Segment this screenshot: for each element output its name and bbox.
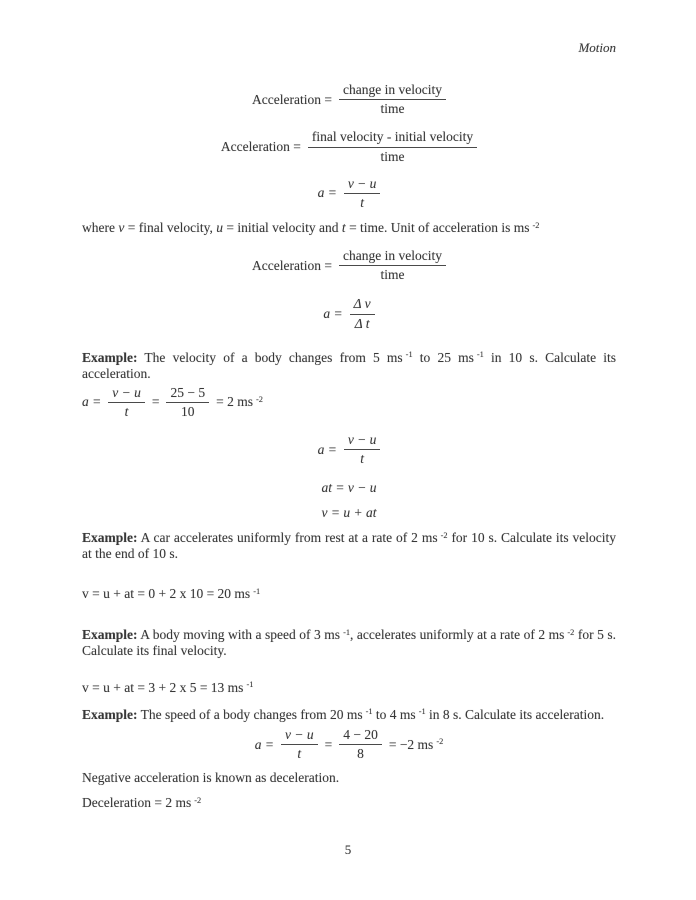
fraction-denominator: t [360, 451, 364, 467]
fraction-denominator: time [380, 101, 405, 117]
fraction [108, 385, 145, 420]
formula-a-equals-v-minus-u-over-t [82, 176, 616, 211]
formula-lhs: Acceleration = [252, 257, 332, 273]
exponent: -2 [255, 394, 263, 404]
formula-lhs: a = [317, 185, 337, 201]
fraction-denominator: t [297, 746, 302, 762]
page-number: 5 [344, 842, 352, 857]
example-3-paragraph: Example: A body moving with a speed of 3 ms $^{-1}$, accelerates uniformly at a rate of 2 ms $^{-2}$ for 5 s. Calculate its final velocity. [82, 627, 616, 659]
example-4-solution-equation [82, 727, 616, 762]
equation-result: = 2 ms $^{-2}$ [216, 394, 263, 410]
fraction [350, 296, 375, 331]
fraction [166, 385, 209, 420]
formula-acceleration-change-2 [82, 248, 616, 283]
formula-acceleration-final-initial [82, 129, 616, 164]
equation-result: = −2 ms $^{-2}$ [388, 736, 444, 752]
fraction-denominator: Δ t [354, 315, 370, 331]
fraction-denominator: 10 [181, 403, 195, 419]
formula-lhs: a = [323, 306, 343, 322]
fraction-numerator: change in velocity [339, 82, 446, 100]
equation-lhs: a = [254, 736, 274, 752]
exponent: -2 [436, 736, 444, 746]
fraction [339, 248, 446, 283]
example-1-solution-equation [82, 385, 616, 420]
fraction-denominator: 8 [357, 746, 364, 762]
definition-line: where v = final velocity, u = initial velocity and t = time. Unit of acceleration is ms $^{-2}$ [82, 220, 540, 236]
formula-lhs: a = [317, 441, 337, 457]
fraction-numerator: 25 − 5 [166, 385, 209, 403]
derivation-formula-1 [82, 432, 616, 467]
equals-sign: = [324, 736, 333, 752]
fraction-denominator: t [360, 194, 364, 210]
fraction-numerator: Δ v [350, 296, 375, 314]
example-1-paragraph: Example: The velocity of a body changes from 5 ms $^{-1}$ to 25 ms $^{-1}$ in 10 s. Calculate its acceleration. [82, 349, 617, 381]
example-3-solution-equation: v = u + at = 3 + 2 x 5 = 13 ms $^{-1}$ [82, 680, 254, 695]
fraction-denominator: t [124, 403, 129, 419]
formula-lhs: Acceleration = [252, 91, 332, 107]
deceleration-value-line: Deceleration = 2 ms $^{-2}$ [82, 795, 202, 811]
fraction-denominator: time [380, 267, 405, 283]
fraction [344, 176, 381, 211]
fraction [339, 727, 382, 762]
formula-acceleration-change-1 [82, 82, 616, 117]
fraction-denominator: time [380, 148, 405, 164]
fraction-numerator: 4 − 20 [339, 727, 382, 745]
equals-sign: = [151, 394, 160, 410]
derivation-formula-3: v = u + at [321, 505, 377, 521]
fraction-numerator: v − u [281, 727, 318, 745]
fraction-numerator: change in velocity [339, 248, 446, 266]
fraction-numerator: v − u [108, 385, 145, 403]
fraction [308, 129, 477, 164]
example-4-paragraph: Example: The speed of a body changes from 20 ms $^{-1}$ to 4 ms $^{-1}$ in 8 s. Calculate its acceleration. [82, 706, 605, 722]
fraction-numerator: v − u [344, 176, 381, 194]
fraction [344, 432, 381, 467]
example-2-solution-equation: v = u + at = 0 + 2 x 10 = 20 ms $^{-1}$ [82, 586, 261, 602]
derivation-formula-2: at = v − u [321, 480, 377, 496]
running-header: Motion [578, 40, 616, 55]
formula-a-equals-delta-v-over-delta-t [82, 296, 616, 331]
negative-acceleration-note: Negative acceleration is known as deceleration. [82, 770, 340, 786]
example-2-paragraph: Example: A car accelerates uniformly from rest at a rate of 2 ms $^{-2}$ for 10 s. Calculate its velocity at the end of 10 s. [82, 530, 616, 562]
fraction [281, 727, 318, 762]
equation-lhs: a = [82, 394, 102, 410]
fraction-numerator: final velocity - initial velocity [308, 129, 477, 147]
fraction-numerator: v − u [344, 432, 381, 450]
fraction [339, 82, 446, 117]
formula-lhs: Acceleration = [220, 139, 301, 155]
